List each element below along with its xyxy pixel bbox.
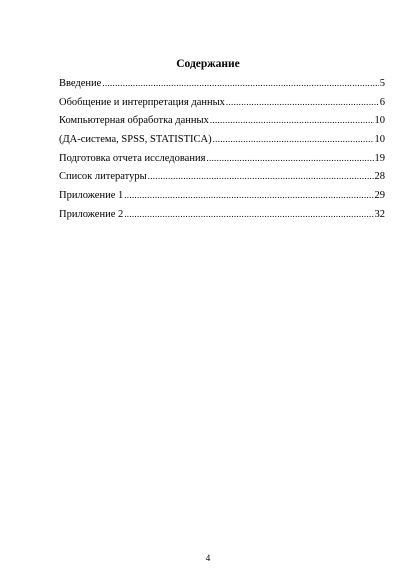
toc-dot-leader [213, 130, 374, 149]
toc-entry [59, 149, 385, 168]
toc-entry-label: Обобщение и интерпретация данных [59, 96, 225, 108]
toc-dot-leader [124, 205, 373, 224]
toc-entry [59, 205, 385, 224]
toc-entry-label: Приложение 2 [59, 208, 124, 220]
toc-entry-page: 10 [374, 134, 385, 146]
toc-entry-label: Подготовка отчета исследования [59, 152, 206, 164]
toc-dot-leader [210, 111, 374, 130]
toc-dot-leader [102, 74, 378, 93]
toc-entry-page: 5 [379, 78, 385, 89]
toc-entry-page: 6 [379, 96, 385, 108]
toc-entry-page: 32 [374, 208, 385, 220]
toc-entry-page: 19 [374, 152, 385, 164]
toc-entry [59, 186, 385, 205]
toc-entry-label: Приложение 1 [59, 190, 124, 202]
toc-dot-leader [226, 93, 379, 112]
toc-entry-label: Введение [59, 78, 102, 89]
toc-entry [59, 74, 385, 93]
toc-entry [59, 111, 385, 130]
toc-dot-leader [206, 149, 373, 168]
table-of-contents [59, 74, 385, 224]
toc-entry-page: 28 [374, 171, 385, 183]
page-title: Содержание [176, 58, 240, 70]
toc-entry-label: Компьютерная обработка данных [59, 115, 209, 127]
toc-entry [59, 130, 385, 149]
toc-entry [59, 93, 385, 112]
toc-entry-label: Список литературы [59, 171, 147, 183]
toc-dot-leader [124, 186, 373, 205]
toc-entry-label: (ДА-система, SPSS, STATISTICA) [59, 134, 212, 146]
toc-entry-page: 29 [374, 190, 385, 202]
toc-entry-page: 10 [374, 115, 385, 127]
toc-entry [59, 167, 385, 186]
toc-dot-leader [148, 167, 374, 186]
page-number: 4 [205, 553, 211, 563]
